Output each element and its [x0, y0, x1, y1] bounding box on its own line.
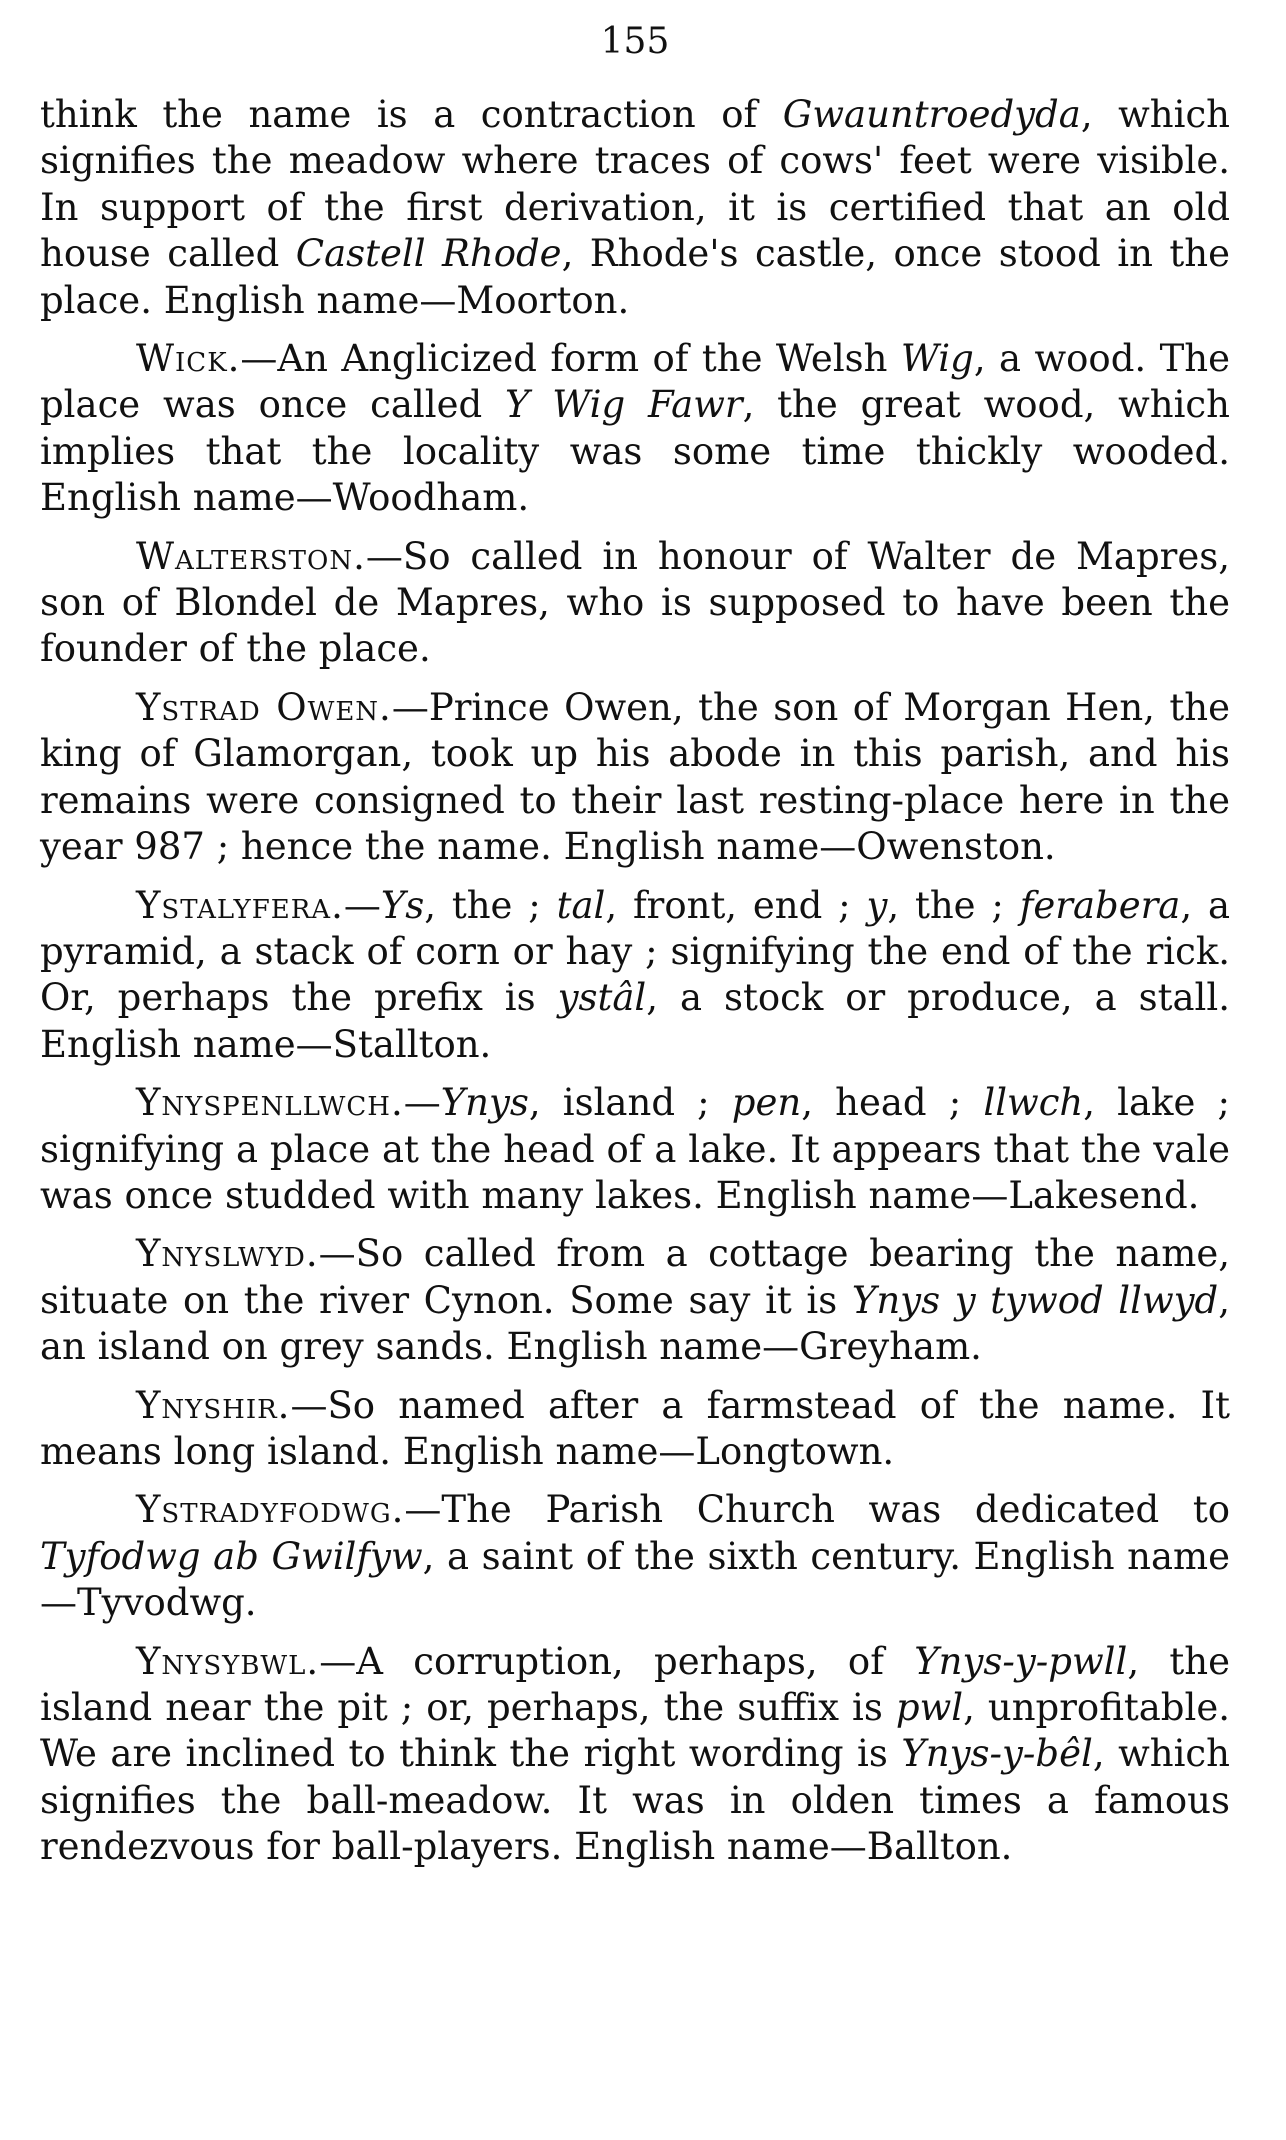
text-segment: , an island on grey sands. English name—Greyham.: [40, 1278, 1231, 1369]
text-segment: —So called in honour of Walter de Mapres, son of Blondel de Mapres, who is supposed to have been the founder of the place.: [40, 534, 1230, 671]
entry-heading: Ynyshir.: [136, 1383, 291, 1427]
italic-term: llwch: [983, 1081, 1084, 1125]
text-segment: , the ;: [887, 883, 1020, 927]
italic-term: pwl: [895, 1686, 964, 1729]
page-number: 155: [600, 21, 670, 62]
italic-term: Ynys-y-bêl: [901, 1732, 1093, 1776]
text-segment: , front, end ;: [605, 883, 867, 927]
text-segment: , a stock or produce, a stall. English name—Stallton.: [40, 976, 1230, 1066]
italic-term: y: [866, 883, 888, 927]
body-text: [40, 92, 1230, 1871]
text-segment: —Prince Owen, the son of Morgan Hen, the king of Glamorgan, took up his abode in this parish, and his remains were consigned to their last resting-place here in the year 987 ; hence the name. English name—Owenston.: [40, 685, 1230, 869]
text-segment: , head ;: [801, 1081, 984, 1125]
italic-term: Ys: [380, 883, 425, 927]
paragraph-ynysybwl: [40, 1639, 1230, 1871]
text-segment: , which signifies the meadow where traces of cows' feet were visible. In support of the first derivation, it is certified that an old house called: [40, 93, 1230, 276]
text-segment: , the island near the pit ; or, perhaps, the suffix is: [40, 1639, 1230, 1729]
entry-heading: Ynyslwyd.: [136, 1232, 319, 1276]
text-segment: —So named after a farmstead of the name. It means long island. English name—Longtown.: [40, 1383, 1230, 1473]
text-segment: , unprofitable. We are inclined to think the right wording is: [40, 1686, 1230, 1776]
text-segment: , the ;: [424, 883, 557, 927]
paragraph-ystrad-owen: [40, 685, 1230, 871]
italic-term: Castell Rhode: [295, 232, 562, 276]
italic-term: Y Wig Fawr: [505, 383, 743, 427]
text-segment: —: [403, 1081, 441, 1125]
text-segment: , island ;: [528, 1081, 732, 1125]
text-segment: —An Anglicized form of the Welsh: [240, 337, 901, 381]
text-segment: —So called from a cottage bearing the name, situate on the river Cynon. Some say it is: [40, 1232, 1230, 1322]
text-segment: —A corruption, perhaps, of: [319, 1639, 915, 1683]
entry-heading: Ystalyfera.: [136, 883, 344, 927]
paragraph-ynyslwyd: [40, 1231, 1230, 1370]
text-segment: , Rhode's castle, once stood in the place. English name—Moorton.: [40, 232, 1230, 322]
text-segment: , a pyramid, a stack of corn or hay ; signifying the end of the rick. Or, perhaps the prefix is: [40, 883, 1231, 1020]
text-segment: , which signifies the ball-meadow. It was in olden times a famous rendezvous for ball-players. English name—Ballton.: [40, 1732, 1230, 1869]
italic-term: Gwauntroedyda: [782, 93, 1081, 136]
italic-term: Tyfodwg ab Gwilfyw: [40, 1534, 423, 1578]
italic-term: Ynys y tywod llwyd: [851, 1278, 1219, 1322]
paragraph-ystradyfodwg: [40, 1487, 1230, 1626]
entry-heading: Ynysybwl.: [136, 1639, 320, 1683]
text-segment: , the great wood, which implies that the locality was some time thickly wooded. English name—Woodham.: [40, 383, 1230, 520]
paragraph-wick: [40, 336, 1230, 522]
text-segment: , lake ; signifying a place at the head of a lake. It appears that the vale was once studded with many lakes. English name—Lakesend.: [40, 1081, 1230, 1217]
entry-heading: Ynyspenllwch.: [136, 1081, 404, 1125]
italic-term: Ynys-y-pwll: [914, 1639, 1128, 1683]
text-segment: , a wood. The place was once called: [40, 337, 1230, 427]
entry-heading: Ystrad Owen.: [136, 685, 392, 729]
paragraph-walterston: [40, 534, 1230, 673]
paragraph-ynyshir: [40, 1383, 1230, 1476]
text-segment: —: [343, 883, 381, 927]
italic-term: ferabera: [1019, 883, 1181, 927]
text-segment: think the name is a contraction of: [40, 93, 783, 136]
italic-term: tal: [556, 883, 606, 927]
text-segment: —The Parish Church was dedicated to: [404, 1488, 1230, 1532]
paragraph-continuation: [40, 92, 1230, 324]
paragraph-ynyspenllwch: [40, 1080, 1230, 1219]
italic-term: Wig: [900, 337, 974, 381]
entry-heading: Wick.: [136, 337, 241, 381]
italic-term: pen: [731, 1081, 802, 1125]
italic-term: ystâl: [557, 976, 647, 1020]
entry-heading: Ystradyfodwg.: [136, 1488, 405, 1532]
italic-term: Ynys: [440, 1081, 529, 1125]
entry-heading: Walterston.: [136, 534, 366, 578]
paragraph-ystalyfera: [40, 883, 1230, 1069]
text-segment: , a saint of the sixth century. English name—Tyvodwg.: [40, 1534, 1230, 1625]
book-page: [40, 20, 1230, 1883]
